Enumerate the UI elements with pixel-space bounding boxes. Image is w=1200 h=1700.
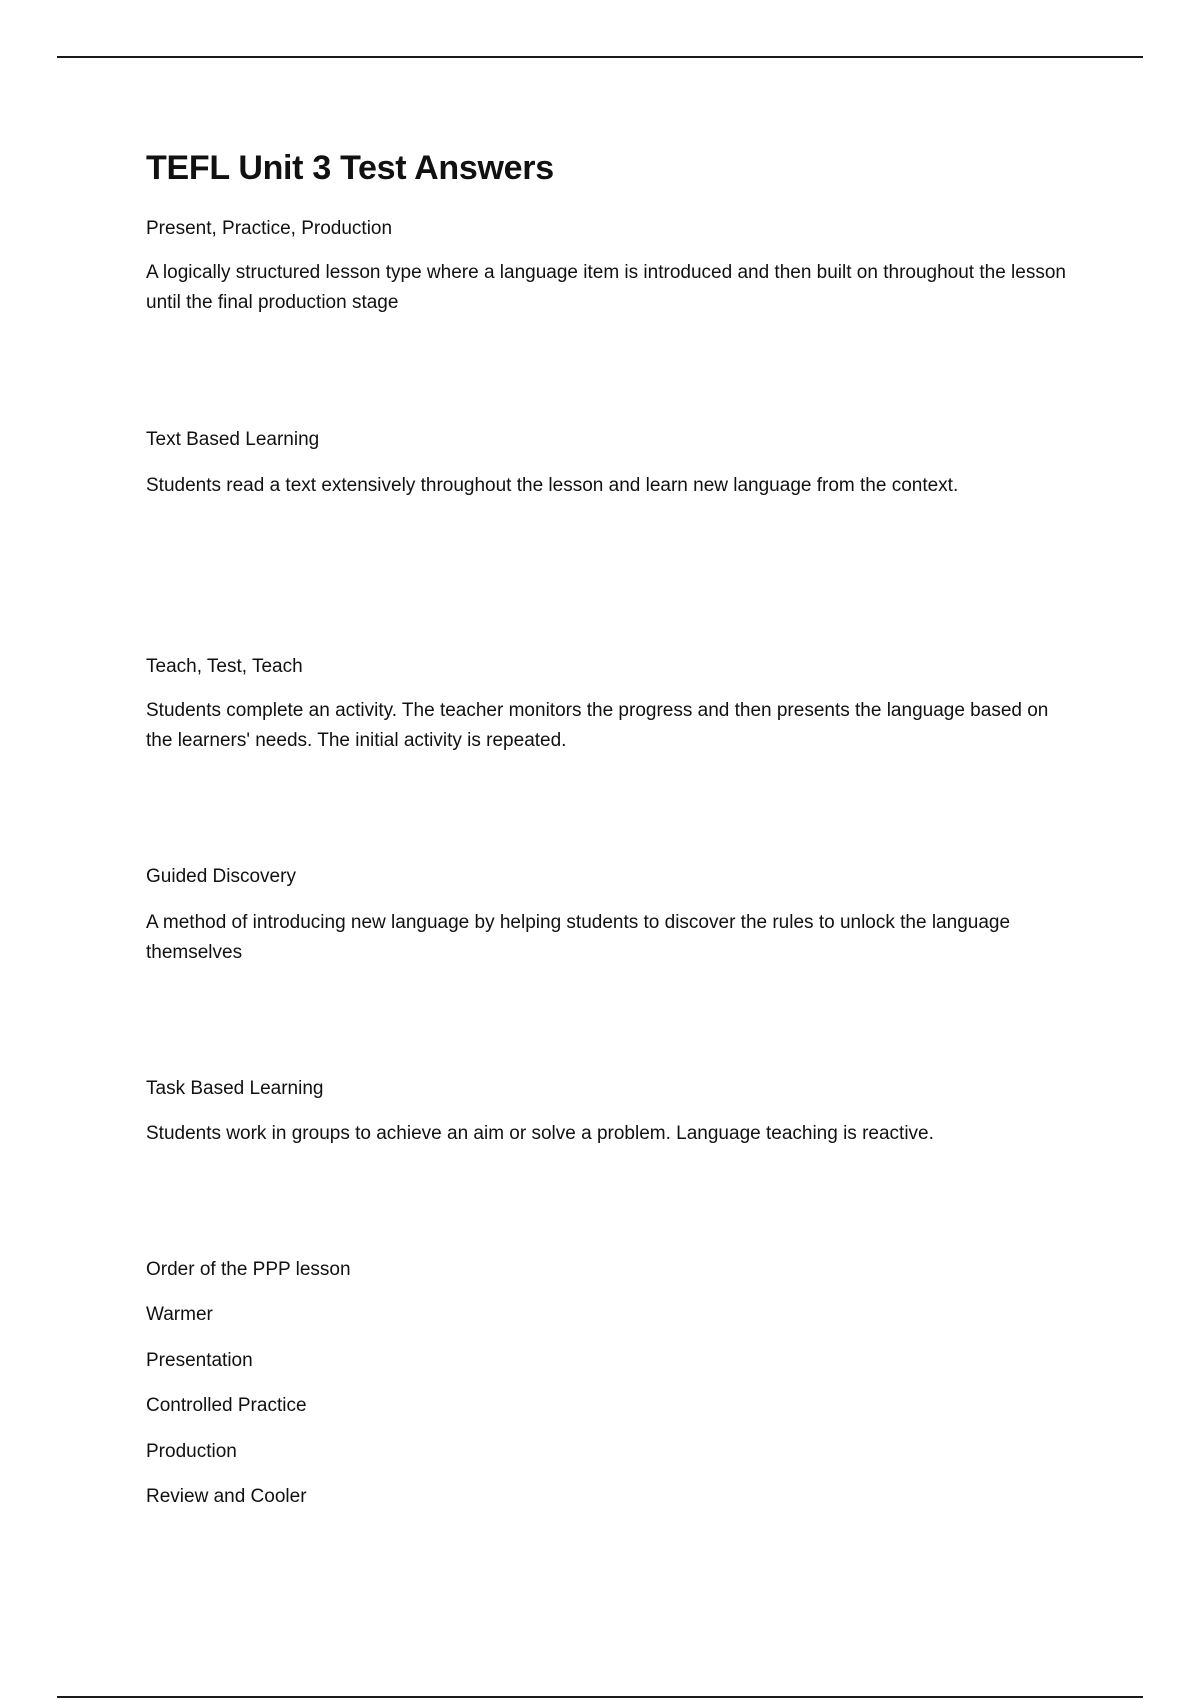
header-rule <box>57 56 1143 58</box>
ppp-step: Warmer <box>146 1304 213 1325</box>
ppp-step: Review and Cooler <box>146 1486 307 1507</box>
term-guided-discovery: Guided Discovery <box>146 866 296 887</box>
definition-teach-test-teach: Students complete an activity. The teacher monitors the progress and then presents the language based on the learners' needs. The initial activity is repeated. <box>146 700 1049 751</box>
term-text-based-learning: Text Based Learning <box>146 429 320 450</box>
definition-ppp: A logically structured lesson type where a language item is introduced and then built on throughout the lesson until the final production stage <box>146 262 1066 313</box>
ppp-step: Presentation <box>146 1350 253 1371</box>
footer-rule <box>57 1696 1143 1698</box>
page-title: TEFL Unit 3 Test Answers <box>146 149 554 187</box>
ppp-step: Controlled Practice <box>146 1395 307 1416</box>
definition-task-based-learning: Students work in groups to achieve an aim or solve a problem. Language teaching is reactive. <box>146 1123 934 1144</box>
term-ppp: Present, Practice, Production <box>146 218 393 239</box>
term-task-based-learning: Task Based Learning <box>146 1078 324 1099</box>
definition-guided-discovery: A method of introducing new language by helping students to discover the rules to unlock the language themselves <box>146 912 1011 963</box>
definition-text-based-learning: Students read a text extensively throughout the lesson and learn new language from the context. <box>146 475 959 496</box>
ppp-step: Production <box>146 1441 237 1462</box>
term-teach-test-teach: Teach, Test, Teach <box>146 656 303 677</box>
ppp-order-heading: Order of the PPP lesson <box>146 1259 351 1280</box>
